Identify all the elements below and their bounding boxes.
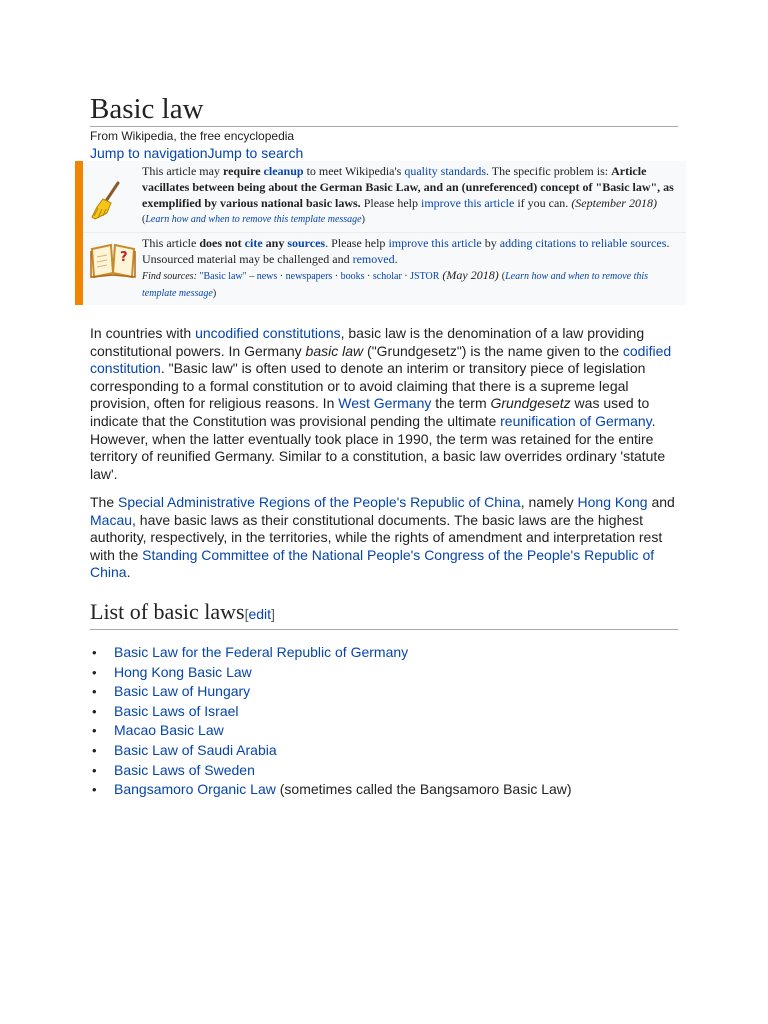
- inline-link[interactable]: quality standards: [404, 164, 486, 178]
- text-run: ("Grundgesetz") is the name given to the: [363, 342, 623, 359]
- law-note: (sometimes called the Bangsamoro Basic Law): [275, 781, 572, 798]
- inline-link[interactable]: cleanup: [263, 164, 304, 178]
- text-run: ·: [277, 270, 286, 282]
- bullet-icon: •: [92, 645, 97, 660]
- site-tagline: From Wikipedia, the free encyclopedia: [90, 129, 295, 143]
- inline-link[interactable]: adding citations to reliable sources: [499, 236, 667, 251]
- inline-link[interactable]: Hong Kong: [577, 494, 648, 510]
- jump-to-search-link[interactable]: Jump to search: [207, 145, 304, 161]
- unreferenced-notice-text: [142, 236, 678, 301]
- inline-link[interactable]: removed: [352, 251, 395, 266]
- inline-link[interactable]: news: [256, 270, 278, 282]
- text-run: require: [222, 164, 261, 178]
- edit-bracket-close: ]: [271, 606, 275, 622]
- edit-bracket-open: [: [244, 606, 249, 622]
- inline-link[interactable]: newspapers: [285, 270, 333, 282]
- law-link[interactable]: Hong Kong Basic Law: [114, 663, 252, 680]
- bullet-icon: •: [92, 664, 97, 680]
- text-run: .: [126, 564, 131, 581]
- inline-link[interactable]: books: [340, 270, 365, 282]
- list-item: [90, 761, 678, 781]
- text-run: by: [481, 236, 500, 251]
- text-run: (September 2018): [571, 195, 657, 210]
- inline-link[interactable]: Macau: [90, 511, 133, 528]
- text-run: Find sources:: [142, 270, 197, 282]
- text-run: was used to indicate that the Constitution was provisional pending the ultimate: [90, 395, 650, 429]
- jump-links: [90, 145, 303, 161]
- basic-laws-list: [90, 643, 678, 800]
- bullet-icon: •: [92, 742, 97, 758]
- inline-link[interactable]: reunification of Germany: [500, 412, 652, 429]
- text-run: any: [265, 236, 285, 251]
- law-link[interactable]: Basic Law of Saudi Arabia: [114, 741, 277, 758]
- text-run: if you can.: [514, 195, 572, 210]
- text-run: does not: [199, 236, 242, 251]
- bullet-icon: •: [92, 703, 97, 719]
- text-run: to meet Wikipedia's: [303, 164, 405, 178]
- jump-to-navigation-link[interactable]: Jump to navigation: [90, 145, 208, 161]
- law-link[interactable]: Basic Laws of Israel: [114, 702, 239, 719]
- text-run: (: [142, 214, 146, 226]
- text-run: . Unsourced material may be challenged and: [142, 236, 670, 266]
- text-run: Please help: [360, 195, 422, 210]
- text-run: basic law: [305, 342, 364, 359]
- text-run: –: [246, 270, 257, 282]
- bullet-icon: •: [92, 782, 97, 798]
- inline-link[interactable]: sources: [287, 236, 326, 251]
- text-run: ): [212, 287, 217, 299]
- inline-link[interactable]: cite: [244, 236, 263, 251]
- text-run: , have basic laws as their constitutional documents. The basic laws are the highest authority, respectively, in the territories, while the rights of amendment and interpretation rest with the: [90, 511, 663, 563]
- section-heading: [90, 598, 678, 630]
- law-link[interactable]: Basic Law of Hungary: [114, 683, 251, 700]
- list-item: [90, 682, 678, 702]
- text-run: The: [90, 494, 119, 510]
- inline-link[interactable]: uncodified constitutions: [195, 325, 341, 341]
- list-item: [90, 721, 678, 741]
- inline-link[interactable]: Special Administrative Regions of the People's Republic of China: [118, 494, 521, 510]
- law-link[interactable]: Basic Laws of Sweden: [114, 761, 255, 778]
- inline-link[interactable]: Learn how and when to remove this template message: [145, 214, 362, 226]
- maintenance-notices: [75, 161, 686, 305]
- text-run: (May 2018): [442, 267, 499, 282]
- cleanup-notice-text: [142, 164, 678, 228]
- list-item: [90, 663, 678, 683]
- inline-link[interactable]: JSTOR: [410, 270, 440, 282]
- book-question-icon: [89, 239, 137, 284]
- text-run: . Please help: [325, 236, 389, 251]
- text-run: In countries with: [90, 325, 196, 341]
- svg-text:?: ?: [120, 250, 128, 266]
- cleanup-notice: [83, 161, 686, 233]
- text-run: Grundgesetz: [490, 395, 571, 412]
- list-item: [90, 741, 678, 761]
- sar-paragraph: [90, 494, 678, 582]
- bullet-icon: •: [92, 762, 97, 778]
- bullet-icon: •: [92, 684, 97, 700]
- inline-link[interactable]: Learn how and when to remove this template message: [142, 270, 649, 299]
- list-item: [90, 780, 678, 800]
- text-run: (: [501, 270, 506, 282]
- bullet-icon: •: [92, 723, 97, 739]
- law-link[interactable]: Basic Law for the Federal Republic of Germany: [114, 644, 409, 660]
- inline-link[interactable]: scholar: [372, 270, 402, 282]
- text-run: the term: [431, 395, 491, 412]
- intro-paragraph: [90, 325, 678, 483]
- text-run: Article vacillates between being about the German Basic Law, and an (unreferenced) concept of "Basic law", as exemplified by various national basic laws.: [142, 164, 674, 210]
- text-run: and: [647, 494, 675, 510]
- broom-icon: [89, 181, 125, 226]
- text-run: This article may: [142, 164, 223, 178]
- list-item: [90, 643, 678, 663]
- edit-section-link[interactable]: edit: [248, 606, 272, 622]
- law-link[interactable]: Bangsamoro Organic Law: [114, 781, 276, 798]
- inline-link[interactable]: Standing Committee of the National People's Congress of the People's Republic of China: [90, 546, 655, 581]
- text-run: , basic law is the denomination of a law providing constitutional powers. In Germany: [90, 325, 645, 359]
- inline-link[interactable]: codified constitution: [90, 342, 672, 377]
- inline-link[interactable]: "Basic law": [199, 270, 247, 282]
- unreferenced-notice: [83, 233, 686, 305]
- text-run: , namely: [520, 494, 578, 510]
- page-title: Basic law: [90, 92, 678, 127]
- inline-link[interactable]: improve this article: [388, 236, 482, 251]
- law-link[interactable]: Macao Basic Law: [114, 722, 224, 739]
- text-run: ·: [401, 270, 411, 282]
- inline-link[interactable]: improve this article: [421, 195, 515, 210]
- text-run: .: [394, 251, 398, 266]
- inline-link[interactable]: West Germany: [338, 395, 432, 412]
- text-run: ·: [364, 270, 373, 282]
- text-run: ): [361, 214, 365, 226]
- text-run: . However, when the latter eventually took place in 1990, the term was retained for the entire territory of reunified Germany. Similar to a constitution, a basic law overrides ordinary 'statute law'.: [90, 412, 666, 482]
- text-run: . The specific problem is:: [486, 164, 612, 178]
- list-item: [90, 702, 678, 722]
- section-heading-text: List of basic laws: [90, 599, 245, 624]
- text-run: ·: [332, 270, 341, 282]
- text-run: This article: [142, 236, 200, 251]
- text-run: . "Basic law" is often used to denote an interim or transitory piece of legislation corresponding to a formal constitution or to avoid claiming that there is a supreme legal provision, often for religious reasons. In: [90, 360, 646, 412]
